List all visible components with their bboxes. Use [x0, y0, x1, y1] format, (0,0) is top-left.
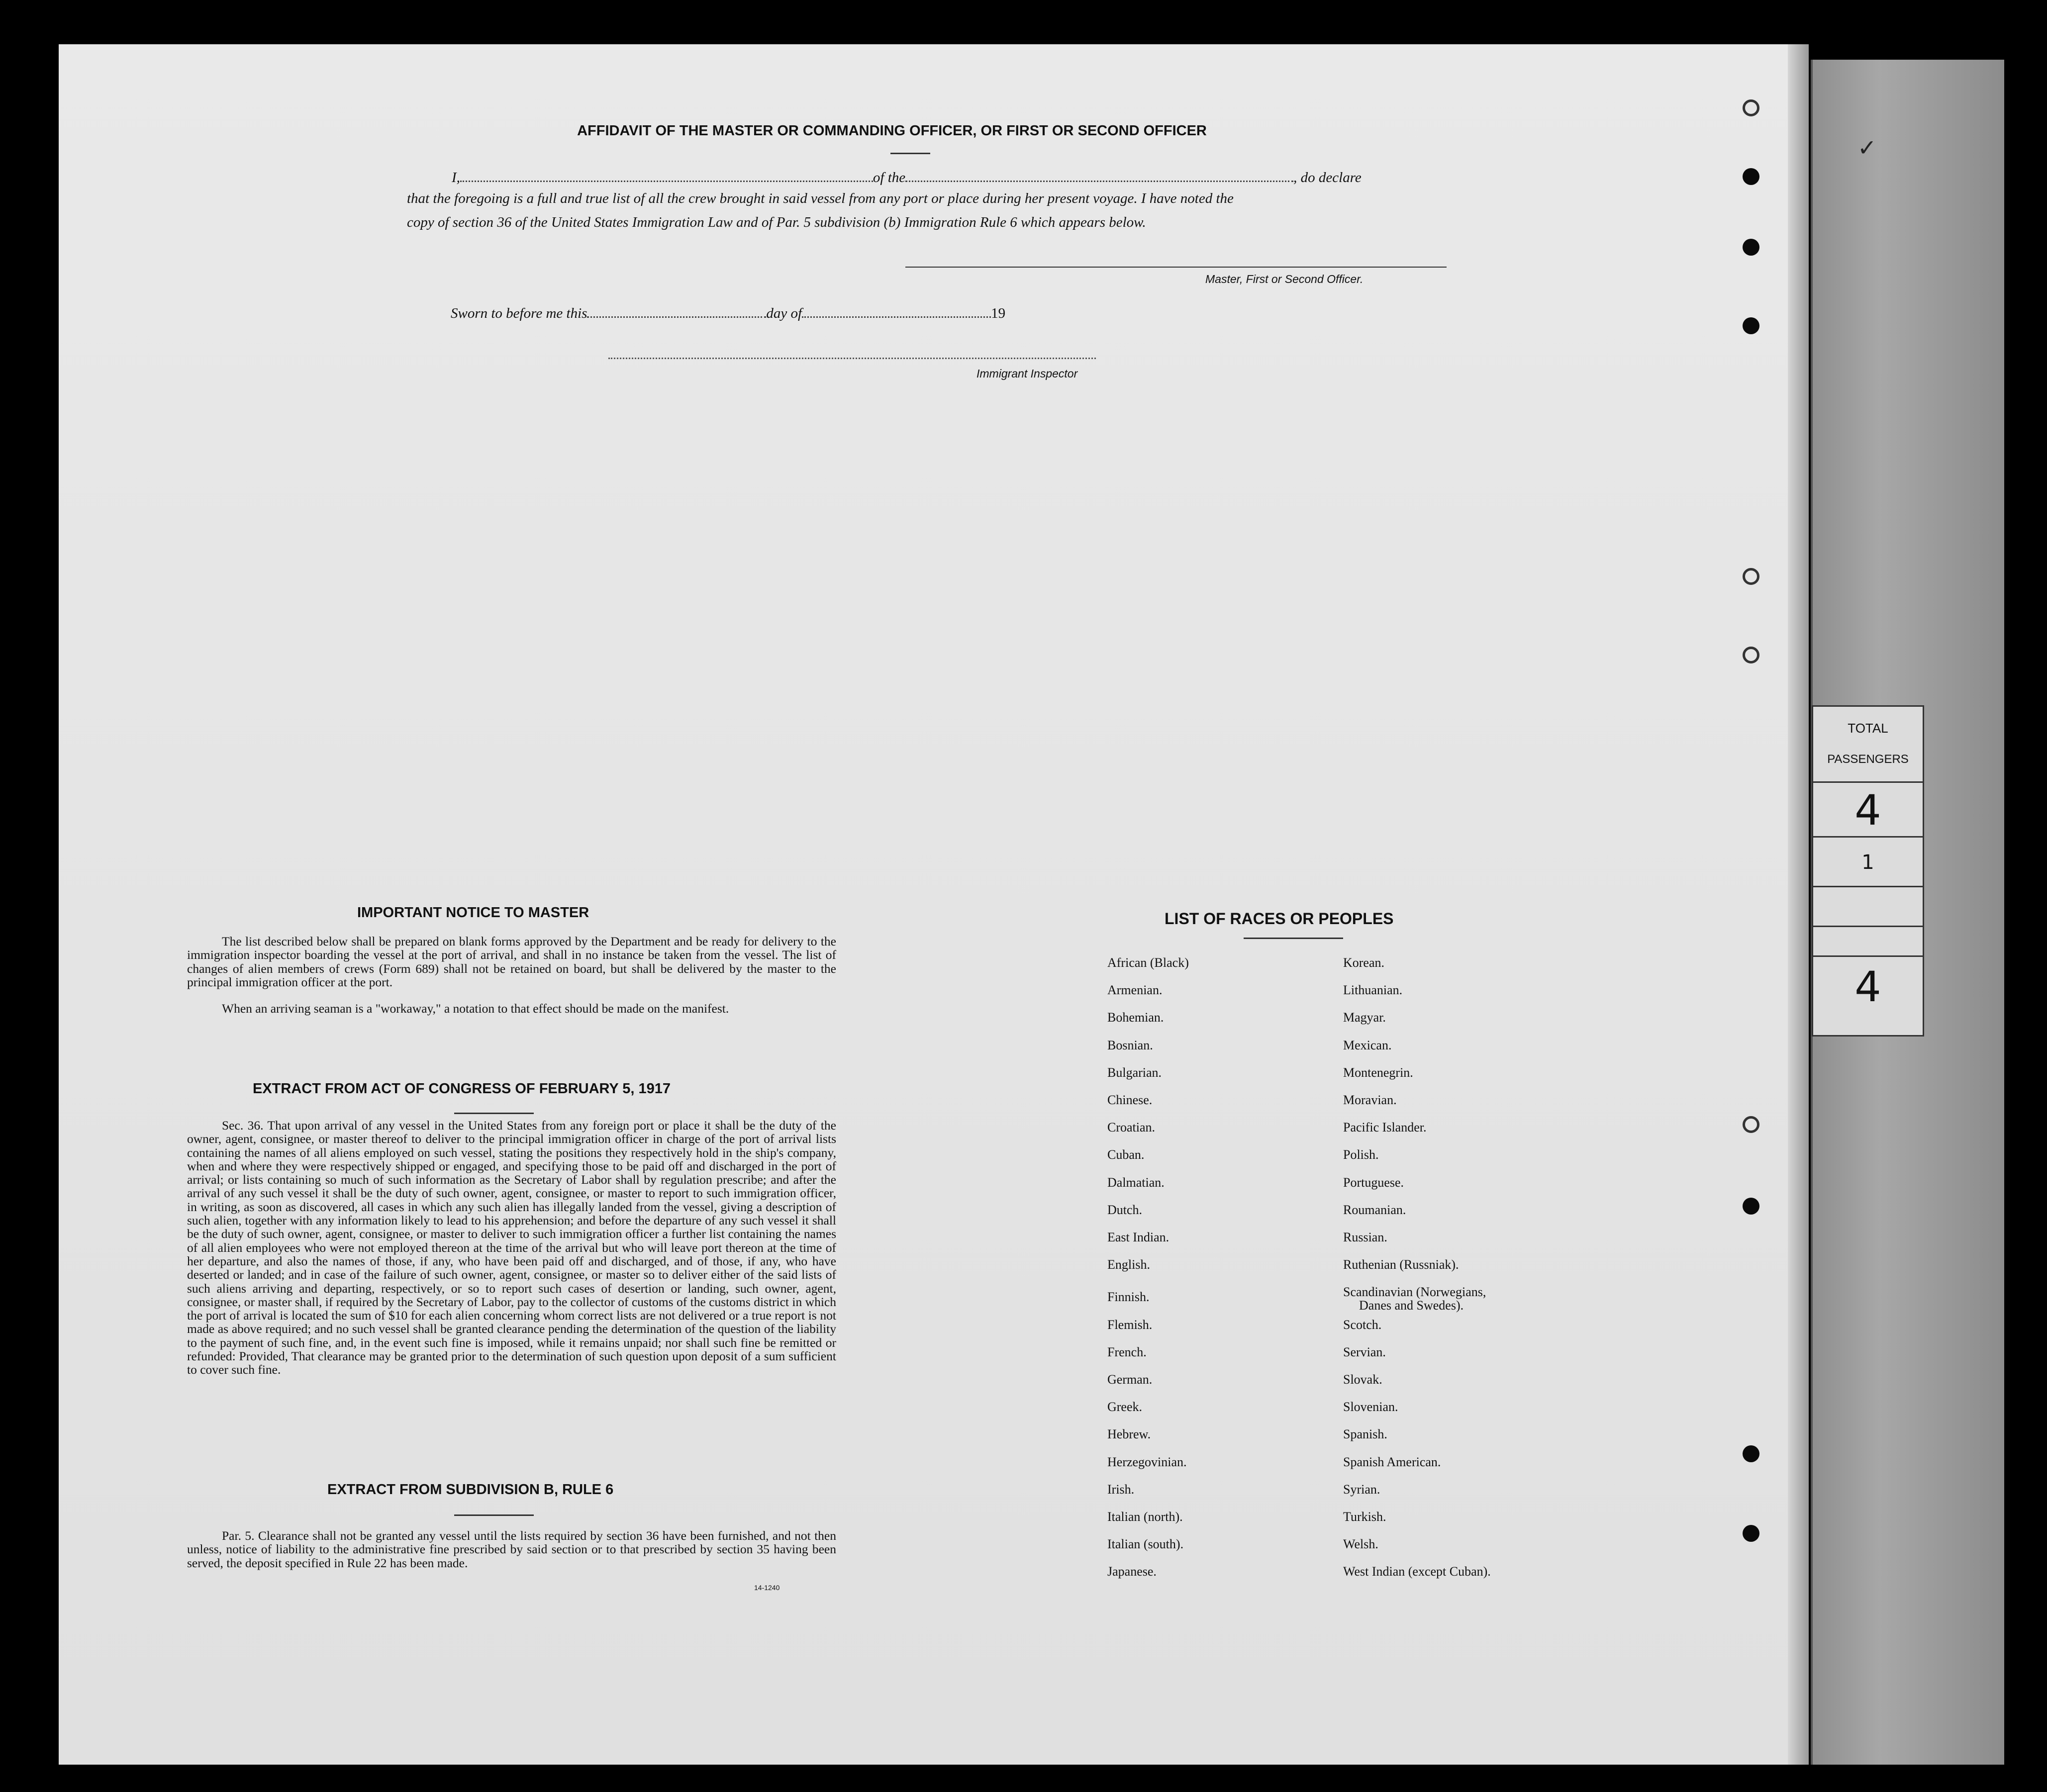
passenger-tally: [1812, 705, 1924, 1037]
tally-header-total: TOTAL: [1848, 721, 1888, 736]
binder-edge: [1788, 44, 1809, 1765]
punch-hole: [1743, 1525, 1759, 1542]
race-item: Magyar.: [1343, 1010, 1386, 1025]
race-item: Flemish.: [1107, 1317, 1153, 1332]
race-item: Slovak.: [1343, 1372, 1382, 1387]
affidavit-i: I,: [452, 170, 460, 186]
vessel-field[interactable]: [905, 166, 1293, 182]
punch-hole: [1743, 99, 1759, 116]
race-item: Servian.: [1343, 1344, 1386, 1359]
race-item: Italian (north).: [1107, 1509, 1183, 1524]
punch-hole: [1743, 1445, 1759, 1462]
tally-value: 4: [1813, 781, 1923, 838]
inspector-caption: Immigrant Inspector: [976, 367, 1078, 380]
race-item: Bulgarian.: [1107, 1065, 1162, 1080]
race-item: Mexican.: [1343, 1037, 1392, 1052]
race-item: Korean.: [1343, 955, 1385, 970]
extract-rule-text: Par. 5. Clearance shall not be granted any vessel until the lists required by section 36 have been furnished, and not then unless, notice of liability to the administrative fine prescribed by said section or to that prescribed by section 35 having been served, the deposit specified in Rule 22 has been made.: [187, 1528, 836, 1570]
race-item: Spanish.: [1343, 1427, 1387, 1442]
race-item: Polish.: [1343, 1147, 1379, 1162]
races-title: LIST OF RACES OR PEOPLES: [1165, 910, 1394, 928]
race-item: West Indian (except Cuban).: [1343, 1564, 1491, 1579]
punch-hole: [1743, 568, 1759, 585]
sworn-year: 19: [991, 305, 1006, 321]
race-item: Finnish.: [1107, 1290, 1150, 1305]
sworn-line: [451, 301, 1005, 322]
race-item: Hebrew.: [1107, 1427, 1151, 1442]
race-item: Russian.: [1343, 1230, 1387, 1244]
race-item: Ruthenian (Russniak).: [1343, 1257, 1459, 1272]
tally-header-passengers: PASSENGERS: [1827, 753, 1909, 766]
race-item: Armenian.: [1107, 983, 1163, 998]
check-mark-icon: ✓: [1857, 134, 1877, 161]
race-item: Dutch.: [1107, 1202, 1143, 1217]
sworn-text: Sworn to before me this: [451, 305, 587, 321]
form-number: 14-1240: [754, 1584, 780, 1592]
race-item: Chinese.: [1107, 1093, 1153, 1107]
affidavit-line2: that the foregoing is a full and true list of all the crew brought in said vessel from any port or place during her present voyage. I have noted the: [407, 190, 1234, 206]
race-item: German.: [1107, 1372, 1153, 1387]
race-item: Scotch.: [1343, 1317, 1382, 1332]
race-item: French.: [1107, 1344, 1147, 1359]
race-item: Dalmatian.: [1107, 1175, 1165, 1190]
race-item: Greek.: [1107, 1400, 1143, 1415]
manifest-page: [59, 44, 1789, 1765]
extract-act-text: Sec. 36. That upon arrival of any vessel in the United States from any foreign port or place it shall be the duty of the owner, agent, consignee, or master thereof to deliver to the principal immigration officer in charge of the port of arrival lists containing the names of all aliens employed on such vessel, stating the positions they respectively hold in the ship's company, when and where they were respectively shipped or engaged, and specifying those to be paid off and discharged in the port of arrival; or lists containing so much of such information as the Secretary of Labor shall by regulation prescribe; and after the arrival of any such vessel it shall be the duty of such owner, agent, consignee, or master to report to such immigration officer, in writing, as soon as discovered, all cases in which any such alien has illegally landed from the vessel, giving a description of such alien, together with any information likely to lead to his apprehension; and before the departure of any such vessel it shall be the duty of such owner, agent, consignee, or master to deliver to such immigration officer a further list containing the names of all alien employees who were not employed thereon at the time of the arrival but who will leave port thereon at the time of her departure, and also the names of those, if any, who have been paid off and discharged, and of those, if any, who have deserted or landed; and in case of the failure of such owner, agent, consignee, or master so to deliver either of the said lists of such aliens arriving and departing, respectively, or so to report such cases of desertion or landing, such owner, agent, consignee, or master shall, if required by the Secretary of Labor, pay to the collector of customs of the customs district in which the port of arrival is located the sum of $10 for each alien concerning whom correct lists are not delivered or a true report is not made as above required; and no such vessel shall be granted clearance pending the determination of the question of the liability to the payment of such fine, and, in the event such fine is imposed, while it remains unpaid; nor shall such fine be remitted or refunded: Provided, That clearance may be granted prior to the determination of such question upon deposit of a sum sufficient to cover such fine.: [187, 1118, 836, 1377]
race-item: Croatian.: [1107, 1120, 1156, 1135]
punch-hole: [1743, 1198, 1759, 1215]
notice-title: IMPORTANT NOTICE TO MASTER: [357, 905, 589, 921]
notice-para2: When an arriving seaman is a "workaway," a notation to that effect should be made on the manifest.: [222, 1001, 729, 1016]
extract-rule-title: EXTRACT FROM SUBDIVISION B, RULE 6: [327, 1482, 614, 1498]
notice-para1: The list described below shall be prepared on blank forms approved by the Department and be ready for delivery to the immigration inspector boarding the vessel at the port of arrival, and shall in no instance be taken from the vessel. The list of changes of alien members of crews (Form 689) shall not be retained on board, but shall be delivered by the master to the principal immigration officer at the port.: [187, 934, 836, 989]
race-item: Pacific Islander.: [1343, 1120, 1427, 1135]
sworn-day-field[interactable]: [587, 301, 766, 318]
punch-hole: [1743, 647, 1759, 663]
race-item: Lithuanian.: [1343, 983, 1403, 998]
sworn-day-of: day of: [766, 305, 802, 321]
race-item: Spanish American.: [1343, 1454, 1441, 1469]
race-item: Japanese.: [1107, 1564, 1157, 1579]
race-item: East Indian.: [1107, 1230, 1170, 1244]
extract-act-title: EXTRACT FROM ACT OF CONGRESS OF FEBRUARY 5, 1917: [253, 1081, 671, 1097]
sworn-month-field[interactable]: [802, 301, 991, 318]
punch-hole: [1743, 317, 1759, 334]
tally-value: 1: [1813, 836, 1923, 887]
race-item: English.: [1107, 1257, 1150, 1272]
race-item: Bosnian.: [1107, 1037, 1153, 1052]
race-item: Herzegovinian.: [1107, 1454, 1187, 1469]
affidavit-of-the: of the: [873, 170, 906, 186]
punch-hole: [1743, 168, 1759, 185]
race-item: Portuguese.: [1343, 1175, 1404, 1190]
race-item: Welsh.: [1343, 1537, 1378, 1552]
divider: [1244, 938, 1343, 939]
race-item: Slovenian.: [1343, 1400, 1398, 1415]
race-item: African (Black): [1107, 955, 1189, 970]
divider: [454, 1113, 534, 1114]
race-item: Moravian.: [1343, 1093, 1397, 1107]
race-item: Irish.: [1107, 1482, 1135, 1497]
affidavit-declare: , do declare: [1293, 170, 1362, 186]
name-field[interactable]: [460, 166, 873, 182]
divider: [454, 1514, 534, 1516]
tally-value: 4: [1813, 955, 1923, 1017]
race-item: Roumanian.: [1343, 1202, 1406, 1217]
race-item: Cuban.: [1107, 1147, 1145, 1162]
signature-caption: Master, First or Second Officer.: [1205, 273, 1364, 285]
punch-hole: [1743, 1116, 1759, 1133]
race-item: Bohemian.: [1107, 1010, 1164, 1025]
race-item: Montenegrin.: [1343, 1065, 1413, 1080]
divider: [890, 153, 930, 154]
race-item: Turkish.: [1343, 1509, 1386, 1524]
race-item: Scandinavian (Norwegians,: [1343, 1285, 1486, 1300]
affidavit-line1: [452, 166, 1442, 186]
inspector-line[interactable]: [608, 358, 1096, 359]
affidavit-line3: copy of section 36 of the United States Immigration Law and of Par. 5 subdivision (b) Immigration Rule 6 which appears below.: [407, 214, 1146, 230]
tally-blank-row: [1813, 926, 1923, 928]
punch-hole: [1743, 239, 1759, 256]
race-item: Syrian.: [1343, 1482, 1380, 1497]
signature-line[interactable]: [905, 267, 1447, 268]
race-item: Italian (south).: [1107, 1537, 1184, 1552]
race-item-continued: Danes and Swedes).: [1359, 1298, 1464, 1313]
affidavit-title: AFFIDAVIT OF THE MASTER OR COMMANDING OFFICER, OR FIRST OR SECOND OFFICER: [577, 123, 1207, 139]
